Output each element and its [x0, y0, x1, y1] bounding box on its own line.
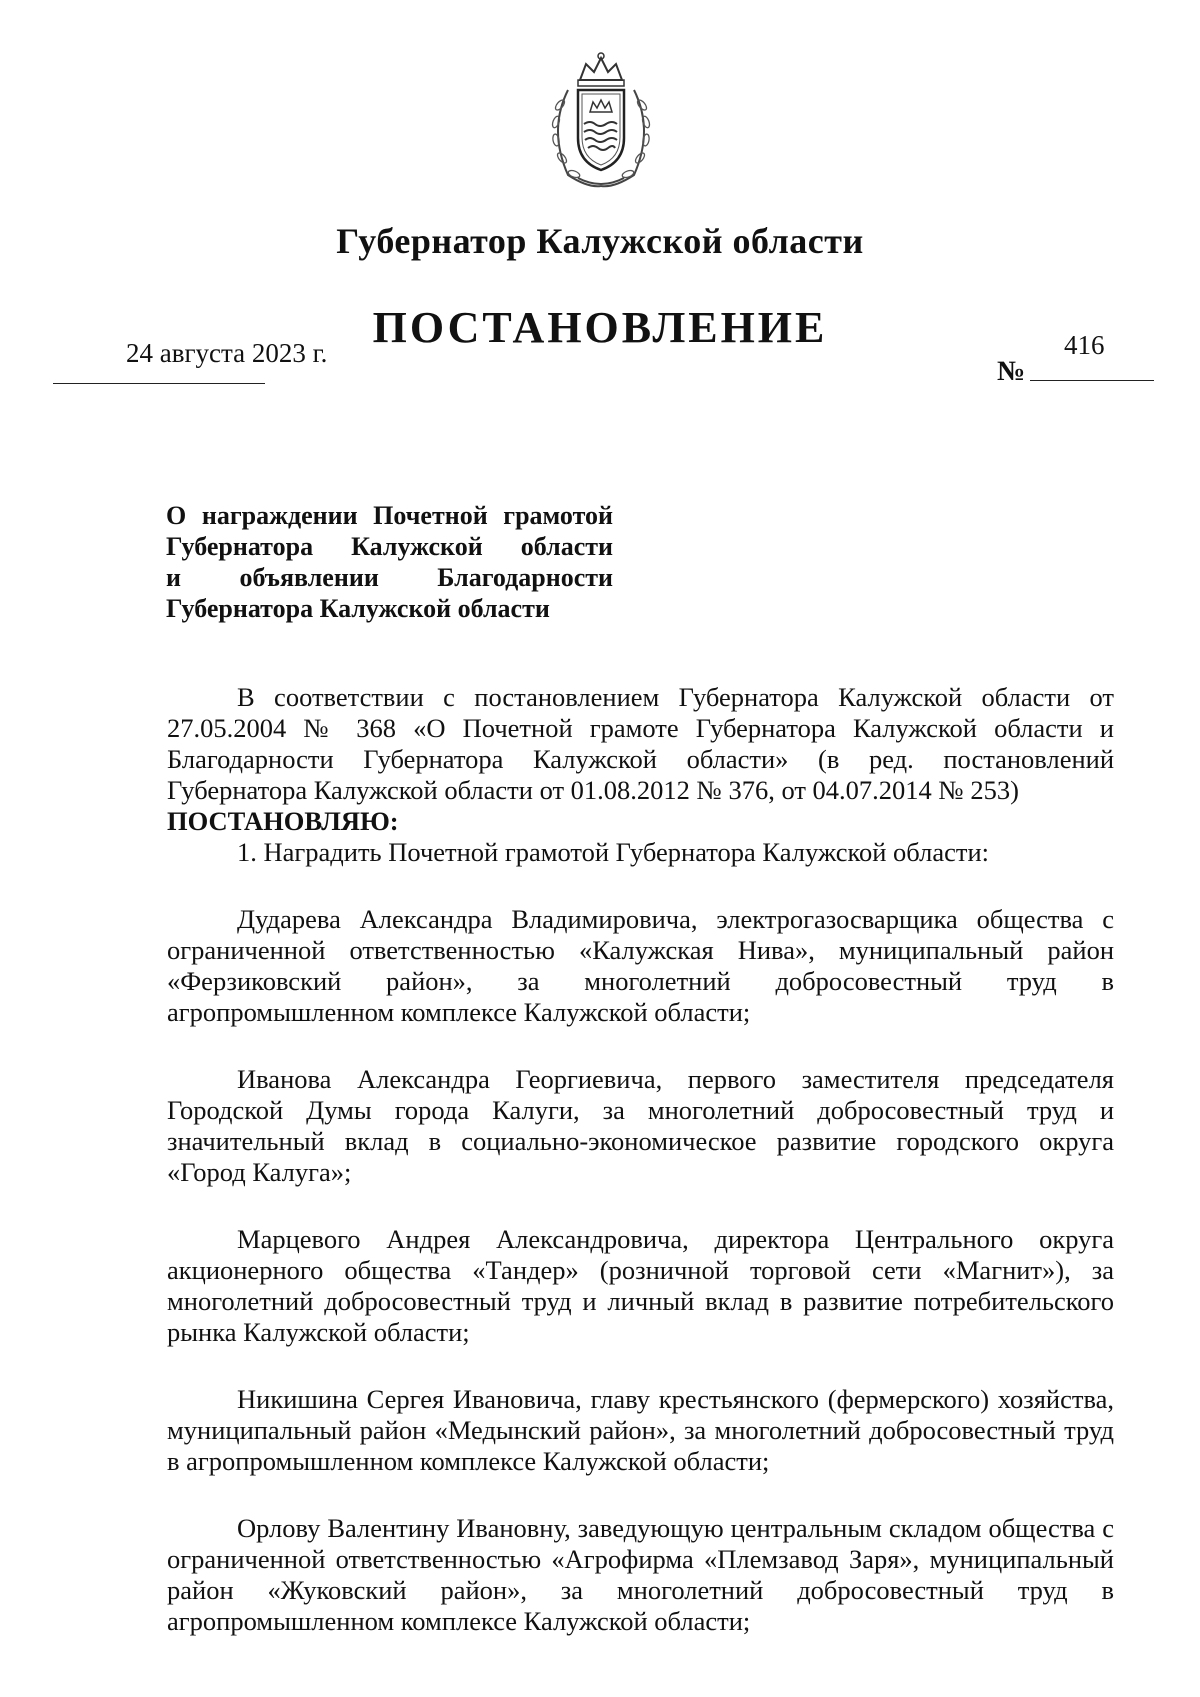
decree-word: ПОСТАНОВЛЯЮ:	[167, 806, 399, 836]
issuer-title: Губернатор Калужской области	[336, 221, 864, 261]
item-1-heading: 1. Наградить Почетной грамотой Губернатора Калужской области:	[237, 837, 989, 867]
document-type-heading: ПОСТАНОВЛЕНИЕ	[372, 303, 828, 352]
awardee-paragraph: Дударева Александра Владимировича, электрогазосварщика общества с ограниченной ответственностью «Калужская Нива», муниципальный район «Ферзиковский район», за многолетний добросовестный труд в агропромышленном комплексе Калужской области;	[167, 904, 1114, 1027]
preamble-paragraph: В соответствии с постановлением Губернатора Калужской области от 27.05.2004 № 368 «О Почетной грамоте Губернатора Калужской области и Благодарности Губернатора Калужской области» (в ред. постановлений Губернатора Калужской области от 01.08.2012 № 376, от 04.07.2014 № 253)	[167, 682, 1114, 805]
subject-line: и объявлении Благодарности	[166, 563, 613, 592]
awardee-paragraph: Никишина Сергея Ивановича, главу крестьянского (фермерского) хозяйства, муниципальный район «Медынский район», за многолетний добросовестный труд в агропромышленном комплексе Калужской области;	[167, 1384, 1114, 1476]
document-subject	[166, 500, 613, 624]
date-underline	[53, 383, 265, 384]
document-number: 416	[1064, 330, 1105, 360]
number-label: №	[997, 356, 1026, 387]
awardee-paragraph: Марцевого Андрея Александровича, директора Центрального округа акционерного общества «Тандер» (розничной торговой сети «Магнит»), за многолетний добросовестный труд и личный вклад в развитие потребительского рынка Калужской области;	[167, 1224, 1114, 1347]
awardee-paragraph: Орлову Валентину Ивановну, заведующую центральным складом общества с ограниченной ответственностью «Агрофирма «Племзавод Заря», муниципальный район «Жуковский район», за многолетний добросовестный труд в агропромышленном комплексе Калужской области;	[167, 1513, 1114, 1636]
coat-of-arms-icon	[538, 50, 664, 190]
awardee-paragraph: Иванова Александра Георгиевича, первого заместителя председателя Городской Думы города Калуги, за многолетний добросовестный труд и значительный вклад в социально-экономическое развитие городского округа «Город Калуга»;	[167, 1064, 1114, 1187]
subject-line: Губернатора Калужской области	[166, 594, 550, 623]
document-body	[167, 682, 1114, 1637]
subject-line: Губернатора Калужской области	[166, 532, 613, 561]
number-underline	[1030, 380, 1154, 381]
subject-line: О награждении Почетной грамотой	[166, 501, 613, 530]
document-date: 24 августа 2023 г.	[126, 338, 328, 368]
